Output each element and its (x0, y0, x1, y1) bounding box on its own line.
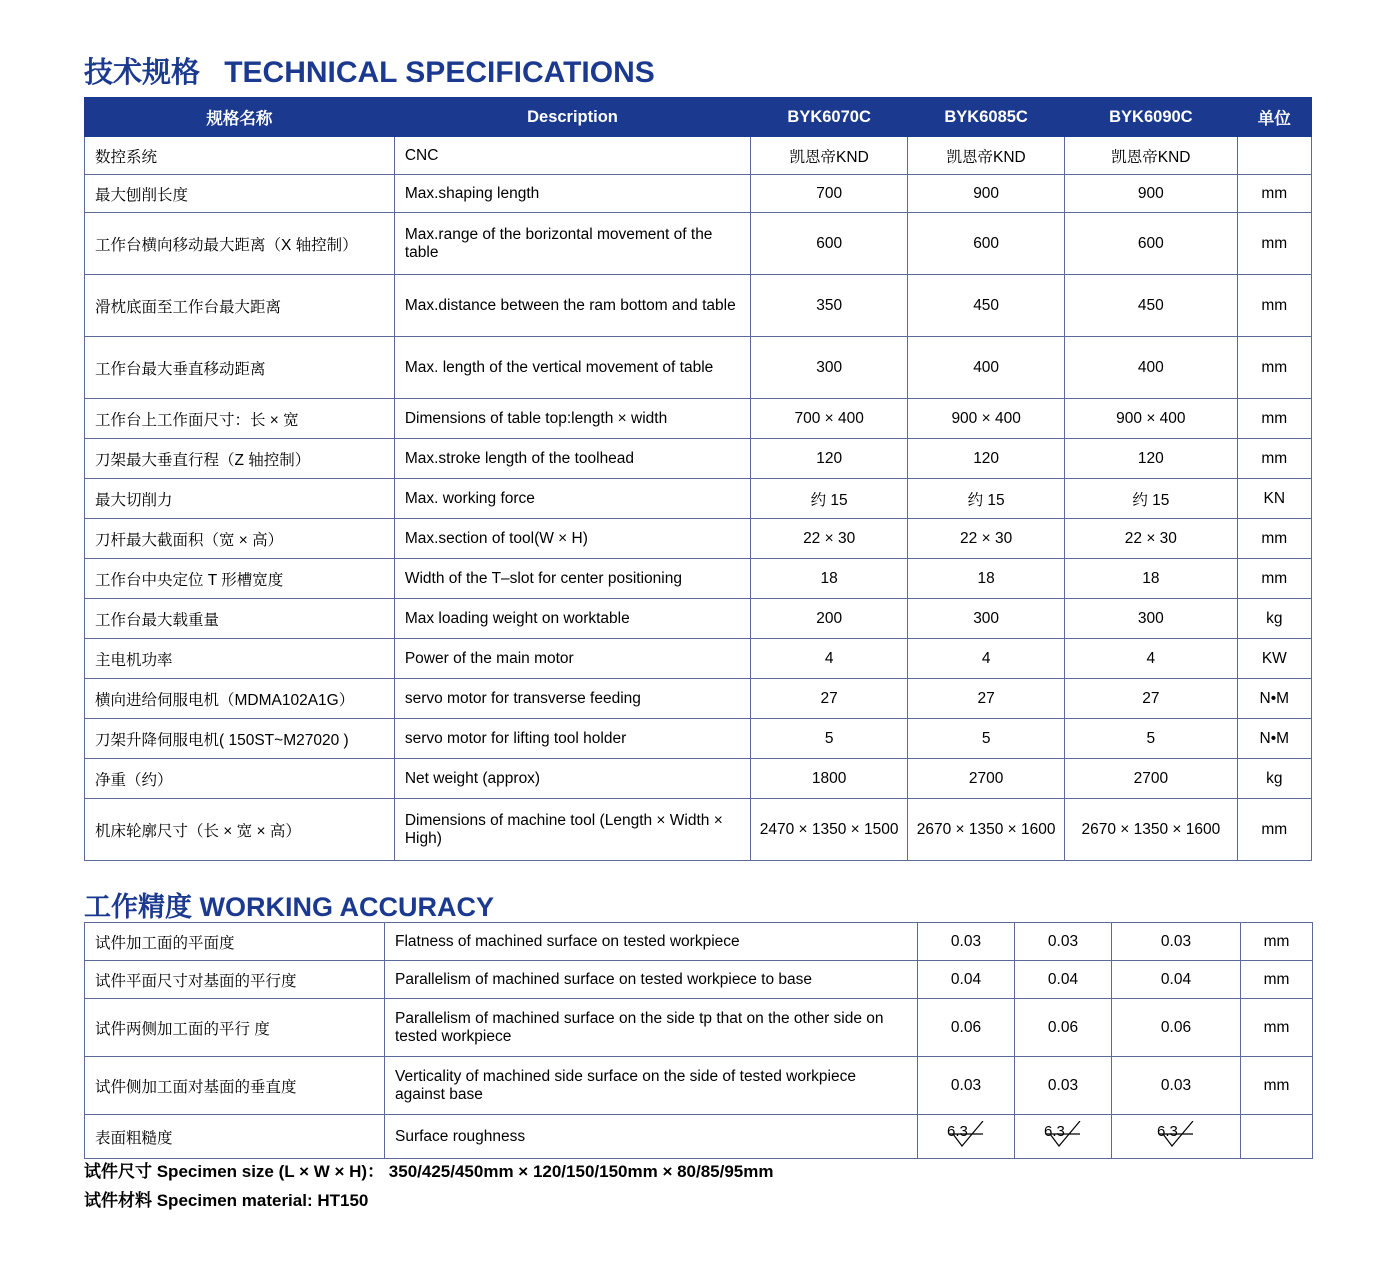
spec-value-byk6090c: 凯恩帝KND (1065, 137, 1237, 175)
surface-roughness-symbol (1040, 1121, 1086, 1147)
spec-unit: KN (1237, 479, 1311, 519)
surface-roughness-value: 6.3 (1044, 1123, 1065, 1140)
accuracy-value-byk6085c (1015, 1115, 1112, 1159)
spec-value-byk6090c: 400 (1065, 337, 1237, 399)
column-header-description: Description (394, 98, 750, 137)
accuracy-description: Flatness of machined surface on tested workpiece (385, 923, 918, 961)
spec-value-byk6070c: 300 (751, 337, 908, 399)
accuracy-unit: mm (1241, 999, 1313, 1057)
roughness-triangle-icon (1153, 1121, 1199, 1147)
spec-value-byk6090c: 5 (1065, 719, 1237, 759)
working-accuracy-table (84, 922, 1313, 1159)
accuracy-description: Verticality of machined side surface on the side of tested workpiece against base (385, 1057, 918, 1115)
spec-value-byk6090c: 约 15 (1065, 479, 1237, 519)
accuracy-value-byk6090c: 0.06 (1112, 999, 1241, 1057)
spec-unit: mm (1237, 275, 1311, 337)
spec-value-byk6085c: 600 (908, 213, 1065, 275)
spec-unit: mm (1237, 399, 1311, 439)
technical-specifications-heading-en: TECHNICAL SPECIFICATIONS (224, 56, 655, 89)
spec-unit: N•M (1237, 719, 1311, 759)
spec-value-byk6070c: 2470 × 1350 × 1500 (751, 799, 908, 861)
spec-value-byk6085c: 4 (908, 639, 1065, 679)
surface-roughness-value: 6.3 (947, 1123, 968, 1140)
column-header-unit: 单位 (1237, 98, 1311, 137)
table-row (85, 599, 1312, 639)
accuracy-description: Surface roughness (385, 1115, 918, 1159)
spec-description: Net weight (approx) (394, 759, 750, 799)
table-row (85, 439, 1312, 479)
table-row (85, 337, 1312, 399)
spec-value-byk6090c: 300 (1065, 599, 1237, 639)
spec-value-byk6070c: 凯恩帝KND (751, 137, 908, 175)
spec-name: 工作台上工作面尺寸：长 × 宽 (85, 399, 395, 439)
spec-name: 机床轮廓尺寸（长 × 宽 × 高） (85, 799, 395, 861)
table-row (85, 1115, 1313, 1159)
accuracy-value-byk6070c: 0.06 (918, 999, 1015, 1057)
spec-value-byk6090c: 27 (1065, 679, 1237, 719)
table-row (85, 137, 1312, 175)
spec-value-byk6090c: 900 (1065, 175, 1237, 213)
spec-value-byk6085c: 400 (908, 337, 1065, 399)
surface-roughness-symbol (1153, 1121, 1199, 1147)
table-row (85, 479, 1312, 519)
table-row (85, 559, 1312, 599)
column-header-byk6070c: BYK6070C (751, 98, 908, 137)
table-row (85, 759, 1312, 799)
table-row (85, 961, 1313, 999)
spec-value-byk6085c: 凯恩帝KND (908, 137, 1065, 175)
accuracy-name: 试件两侧加工面的平行 度 (85, 999, 385, 1057)
accuracy-unit: mm (1241, 1057, 1313, 1115)
accuracy-name: 表面粗糙度 (85, 1115, 385, 1159)
accuracy-value-byk6070c: 0.03 (918, 923, 1015, 961)
accuracy-value-byk6070c (918, 1115, 1015, 1159)
spec-value-byk6085c: 120 (908, 439, 1065, 479)
accuracy-value-byk6090c: 0.03 (1112, 923, 1241, 961)
table-row (85, 175, 1312, 213)
table-row (85, 923, 1313, 961)
spec-name: 刀杆最大截面积（宽 × 高） (85, 519, 395, 559)
spec-value-byk6070c: 5 (751, 719, 908, 759)
spec-description: servo motor for lifting tool holder (394, 719, 750, 759)
spec-name: 工作台最大载重量 (85, 599, 395, 639)
table-row (85, 519, 1312, 559)
spec-value-byk6085c: 18 (908, 559, 1065, 599)
spec-value-byk6090c: 120 (1065, 439, 1237, 479)
specimen-size-note: 试件尺寸 Specimen size (L × W × H)： 350/425/450mm × 120/150/150mm × 80/85/95mm (84, 1162, 774, 1181)
specimen-material-note: 试件材料 Specimen material: HT150 (84, 1191, 369, 1210)
spec-value-byk6070c: 4 (751, 639, 908, 679)
spec-value-byk6085c: 约 15 (908, 479, 1065, 519)
spec-name: 滑枕底面至工作台最大距离 (85, 275, 395, 337)
spec-value-byk6070c: 700 × 400 (751, 399, 908, 439)
spec-unit: kg (1237, 599, 1311, 639)
accuracy-value-byk6070c: 0.04 (918, 961, 1015, 999)
table-row (85, 213, 1312, 275)
spec-value-byk6085c: 450 (908, 275, 1065, 337)
spec-value-byk6090c: 600 (1065, 213, 1237, 275)
spec-value-byk6085c: 900 (908, 175, 1065, 213)
column-header-byk6090c: BYK6090C (1065, 98, 1237, 137)
spec-value-byk6085c: 27 (908, 679, 1065, 719)
accuracy-value-byk6085c: 0.03 (1015, 923, 1112, 961)
spec-value-byk6070c: 120 (751, 439, 908, 479)
spec-description: CNC (394, 137, 750, 175)
spec-value-byk6090c: 2670 × 1350 × 1600 (1065, 799, 1237, 861)
table-row (85, 275, 1312, 337)
spec-value-byk6085c: 900 × 400 (908, 399, 1065, 439)
spec-value-byk6085c: 2670 × 1350 × 1600 (908, 799, 1065, 861)
spec-value-byk6090c: 18 (1065, 559, 1237, 599)
accuracy-value-byk6090c: 0.03 (1112, 1057, 1241, 1115)
spec-value-byk6070c: 约 15 (751, 479, 908, 519)
spec-description: Max.section of tool(W × H) (394, 519, 750, 559)
roughness-triangle-icon (943, 1121, 989, 1147)
table-row (85, 799, 1312, 861)
spec-unit: mm (1237, 337, 1311, 399)
working-accuracy-heading-cn: 工作精度 (84, 892, 192, 922)
accuracy-value-byk6085c: 0.06 (1015, 999, 1112, 1057)
accuracy-value-byk6085c: 0.03 (1015, 1057, 1112, 1115)
spec-value-byk6090c: 4 (1065, 639, 1237, 679)
spec-value-byk6070c: 18 (751, 559, 908, 599)
accuracy-name: 试件平面尺寸对基面的平行度 (85, 961, 385, 999)
column-header-byk6085c: BYK6085C (908, 98, 1065, 137)
spec-unit: mm (1237, 519, 1311, 559)
accuracy-description: Parallelism of machined surface on the side tp that on the other side on tested workpiece (385, 999, 918, 1057)
spec-name: 工作台最大垂直移动距离 (85, 337, 395, 399)
accuracy-description: Parallelism of machined surface on tested workpiece to base (385, 961, 918, 999)
spec-value-byk6085c: 2700 (908, 759, 1065, 799)
spec-name: 净重（约） (85, 759, 395, 799)
spec-description: Dimensions of table top:length × width (394, 399, 750, 439)
surface-roughness-symbol (943, 1121, 989, 1147)
spec-unit: mm (1237, 213, 1311, 275)
accuracy-value-byk6090c (1112, 1115, 1241, 1159)
table-row (85, 1057, 1313, 1115)
spec-name: 工作台中央定位 T 形槽宽度 (85, 559, 395, 599)
spec-name: 刀架最大垂直行程（Z 轴控制） (85, 439, 395, 479)
spec-unit: N•M (1237, 679, 1311, 719)
spec-name: 数控系统 (85, 137, 395, 175)
spec-name: 刀架升降伺服电机( 150ST~M27020 ) (85, 719, 395, 759)
spec-description: Max.distance between the ram bottom and table (394, 275, 750, 337)
spec-value-byk6070c: 22 × 30 (751, 519, 908, 559)
spec-unit: mm (1237, 799, 1311, 861)
column-header-name: 规格名称 (85, 98, 395, 137)
technical-specifications-table (84, 97, 1312, 861)
spec-value-byk6070c: 27 (751, 679, 908, 719)
accuracy-unit (1241, 1115, 1313, 1159)
spec-unit: kg (1237, 759, 1311, 799)
spec-description: Max.range of the borizontal movement of the table (394, 213, 750, 275)
spec-description: servo motor for transverse feeding (394, 679, 750, 719)
spec-value-byk6090c: 450 (1065, 275, 1237, 337)
table-row (85, 399, 1312, 439)
working-accuracy-heading-en: WORKING ACCURACY (199, 892, 494, 922)
spec-description: Max loading weight on worktable (394, 599, 750, 639)
spec-value-byk6070c: 200 (751, 599, 908, 639)
spec-value-byk6085c: 300 (908, 599, 1065, 639)
spec-name: 最大刨削长度 (85, 175, 395, 213)
spec-unit: mm (1237, 175, 1311, 213)
accuracy-value-byk6070c: 0.03 (918, 1057, 1015, 1115)
spec-value-byk6090c: 2700 (1065, 759, 1237, 799)
technical-specifications-heading-cn: 技术规格 (84, 57, 201, 89)
spec-value-byk6085c: 22 × 30 (908, 519, 1065, 559)
spec-unit (1237, 137, 1311, 175)
accuracy-unit: mm (1241, 923, 1313, 961)
spec-name: 主电机功率 (85, 639, 395, 679)
table-row (85, 639, 1312, 679)
spec-value-byk6090c: 22 × 30 (1065, 519, 1237, 559)
spec-description: Width of the T–slot for center positioning (394, 559, 750, 599)
spec-name: 最大切削力 (85, 479, 395, 519)
spec-value-byk6070c: 350 (751, 275, 908, 337)
spec-description: Max.stroke length of the toolhead (394, 439, 750, 479)
surface-roughness-value: 6.3 (1157, 1123, 1178, 1140)
roughness-triangle-icon (1040, 1121, 1086, 1147)
spec-unit: mm (1237, 559, 1311, 599)
accuracy-name: 试件侧加工面对基面的垂直度 (85, 1057, 385, 1115)
working-accuracy-heading (84, 885, 494, 924)
spec-unit: mm (1237, 439, 1311, 479)
spec-name: 工作台横向移动最大距离（X 轴控制） (85, 213, 395, 275)
spec-description: Max.shaping length (394, 175, 750, 213)
spec-unit: KW (1237, 639, 1311, 679)
spec-value-byk6085c: 5 (908, 719, 1065, 759)
spec-value-byk6090c: 900 × 400 (1065, 399, 1237, 439)
spec-value-byk6070c: 1800 (751, 759, 908, 799)
table-row (85, 719, 1312, 759)
spec-description: Max. working force (394, 479, 750, 519)
accuracy-value-byk6085c: 0.04 (1015, 961, 1112, 999)
table-row (85, 679, 1312, 719)
table-header-row (85, 98, 1312, 137)
spec-description: Dimensions of machine tool (Length × Width × High) (394, 799, 750, 861)
spec-name: 横向进给伺服电机（MDMA102A1G） (85, 679, 395, 719)
spec-description: Power of the main motor (394, 639, 750, 679)
accuracy-unit: mm (1241, 961, 1313, 999)
accuracy-value-byk6090c: 0.04 (1112, 961, 1241, 999)
accuracy-name: 试件加工面的平面度 (85, 923, 385, 961)
technical-specifications-heading (84, 50, 655, 91)
table-row (85, 999, 1313, 1057)
spec-value-byk6070c: 600 (751, 213, 908, 275)
spec-description: Max. length of the vertical movement of table (394, 337, 750, 399)
spec-value-byk6070c: 700 (751, 175, 908, 213)
